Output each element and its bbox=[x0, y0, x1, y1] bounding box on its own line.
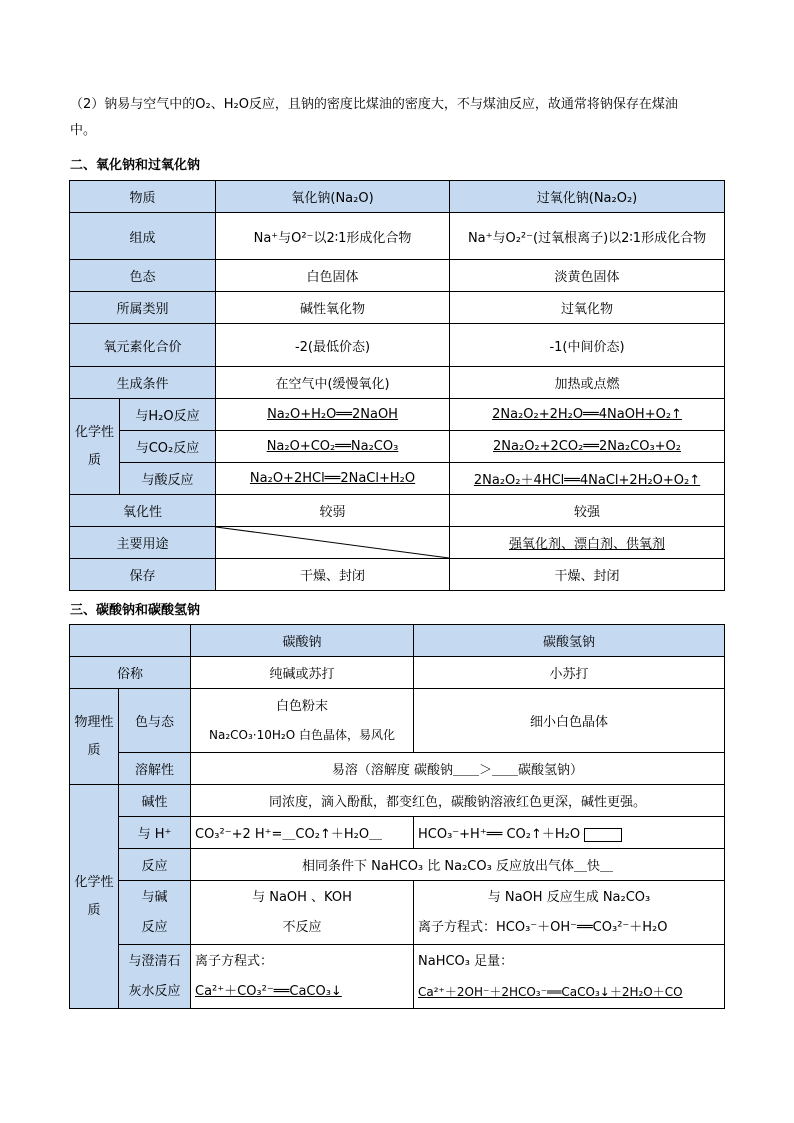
cell-nahco3: 小苏打 bbox=[414, 657, 725, 689]
table-row bbox=[70, 213, 725, 260]
color-state-line-2: Na₂CO₃·10H₂O 白色晶体，易风化 bbox=[209, 727, 395, 742]
row-label: 碱性 bbox=[119, 785, 191, 817]
row-label: 溶解性 bbox=[119, 753, 191, 785]
table-row bbox=[70, 945, 725, 1009]
group-label-physical: 物理性质 bbox=[70, 689, 119, 785]
cell-na2o2: 强氧化剂、漂白剂、供氧剂 bbox=[450, 527, 725, 559]
cell-na2o: 白色固体 bbox=[216, 260, 450, 292]
table-row bbox=[70, 292, 725, 324]
table-row bbox=[70, 399, 725, 431]
table-row bbox=[70, 463, 725, 495]
header-substance: 物质 bbox=[70, 181, 216, 213]
row-label-line-1: 与碱 bbox=[141, 889, 168, 905]
cell-na2co3: 纯碱或苏打 bbox=[191, 657, 414, 689]
cell-na2co3 bbox=[191, 881, 414, 945]
table-row bbox=[70, 527, 725, 559]
table-row bbox=[70, 260, 725, 292]
header-na2co3: 碳酸钠 bbox=[191, 625, 414, 657]
cell-nahco3: 细小白色晶体 bbox=[414, 689, 725, 753]
row-label: 色与态 bbox=[119, 689, 191, 753]
table-row bbox=[70, 367, 725, 399]
limewater-line-2: Ca²⁺＋CO₃²⁻══CaCO₃↓ bbox=[195, 983, 342, 999]
gas-speed-cell: 相同条件下 NaHCO₃ 比 Na₂CO₃ 反应放出气体＿快＿ bbox=[191, 849, 725, 881]
group-label-chemical: 化学性质 bbox=[70, 785, 119, 1009]
cell-na2o: 碱性氧化物 bbox=[216, 292, 450, 324]
limewater-line-1: 离子方程式： bbox=[195, 953, 274, 969]
equation-na2o2-co2: 2Na₂O₂+2CO₂══2Na₂CO₃+O₂ bbox=[450, 431, 725, 463]
row-label: 氧元素化合价 bbox=[70, 324, 216, 367]
cell-na2o: -2(最低价态) bbox=[216, 324, 450, 367]
cell-na2o: 干燥、封闭 bbox=[216, 559, 450, 591]
header-blank bbox=[70, 625, 191, 657]
header-na2o2: 过氧化钠(Na₂O₂) bbox=[450, 181, 725, 213]
section-heading-sodium-oxides: 二、氧化钠和过氧化钠 bbox=[70, 158, 201, 173]
table-row bbox=[70, 657, 725, 689]
equation-na2o-acid: Na₂O+2HCl══2NaCl+H₂O bbox=[216, 463, 450, 495]
row-label: 氧化性 bbox=[70, 495, 216, 527]
solubility-cell: 易溶（溶解度 碳酸钠＿＿＞＿＿碳酸氢钠） bbox=[191, 753, 725, 785]
cell-na2co3 bbox=[191, 945, 414, 1009]
equation-na2o2-water: 2Na₂O₂+2H₂O══4NaOH+O₂↑ bbox=[450, 399, 725, 431]
row-label: 色态 bbox=[70, 260, 216, 292]
cell-na2o2: 较强 bbox=[450, 495, 725, 527]
row-label: 生成条件 bbox=[70, 367, 216, 399]
table-header-row bbox=[70, 181, 725, 213]
base-line-1: 与 NaOH 、KOH bbox=[252, 889, 352, 905]
table-row bbox=[70, 849, 725, 881]
cell-na2o2: Na⁺与O₂²⁻(过氧根离子)以2∶1形成化合物 bbox=[450, 213, 725, 260]
header-nahco3: 碳酸氢钠 bbox=[414, 625, 725, 657]
table-row bbox=[70, 753, 725, 785]
table-row bbox=[70, 817, 725, 849]
row-label: 与CO₂反应 bbox=[120, 431, 216, 463]
row-label: 所属类别 bbox=[70, 292, 216, 324]
cell-na2co3 bbox=[191, 689, 414, 753]
base-line-2: 不反应 bbox=[282, 919, 322, 935]
cell-na2o2: 过氧化物 bbox=[450, 292, 725, 324]
row-label: 组成 bbox=[70, 213, 216, 260]
equation-na2o-co2: Na₂O+CO₂══Na₂CO₃ bbox=[216, 431, 450, 463]
carbonates-table bbox=[69, 624, 725, 1009]
base-line-1: 与 NaOH 反应生成 Na₂CO₃ bbox=[487, 889, 651, 905]
cell-nahco3 bbox=[414, 881, 725, 945]
cell-na2o: 较弱 bbox=[216, 495, 450, 527]
cell-na2o: 在空气中(缓慢氧化) bbox=[216, 367, 450, 399]
cell-na2o2: -1(中间价态) bbox=[450, 324, 725, 367]
section-heading-carbonates: 三、碳酸钠和碳酸氢钠 bbox=[70, 603, 201, 618]
row-label: 与H₂O反应 bbox=[120, 399, 216, 431]
cell-na2o: Na⁺与O²⁻以2∶1形成化合物 bbox=[216, 213, 450, 260]
diagonal-line bbox=[216, 527, 449, 558]
row-label bbox=[119, 881, 191, 945]
table-header-row bbox=[70, 625, 725, 657]
row-label: 与酸反应 bbox=[120, 463, 216, 495]
table-row bbox=[70, 785, 725, 817]
group-label-chemical: 化学性质 bbox=[70, 399, 120, 495]
cell-nahco3 bbox=[414, 945, 725, 1009]
intro-line-1: （2）钠易与空气中的O₂、H₂O反应，且钠的密度比煤油的密度大，不与煤油反应，故通常将钠保存在煤油 bbox=[70, 97, 678, 112]
equation-na2o-water: Na₂O+H₂O══2NaOH bbox=[216, 399, 450, 431]
color-state-line-1: 白色粉末 bbox=[275, 698, 328, 714]
table-row bbox=[70, 431, 725, 463]
row-label: 主要用途 bbox=[70, 527, 216, 559]
equation-text: HCO₃⁻+H⁺══ CO₂↑＋H₂O bbox=[418, 827, 581, 842]
empty-diagonal-cell bbox=[216, 527, 450, 559]
row-label-line-1: 与澄清石 bbox=[128, 953, 181, 969]
table-row bbox=[70, 559, 725, 591]
equation-nahco3-acid bbox=[414, 817, 725, 849]
cell-na2o2: 干燥、封闭 bbox=[450, 559, 725, 591]
cell-na2o2: 加热或点燃 bbox=[450, 367, 725, 399]
header-na2o: 氧化钠(Na₂O) bbox=[216, 181, 450, 213]
table-row bbox=[70, 324, 725, 367]
row-label: 保存 bbox=[70, 559, 216, 591]
row-label: 与 H⁺ bbox=[119, 817, 191, 849]
table-row bbox=[70, 881, 725, 945]
row-label: 反应 bbox=[119, 849, 191, 881]
sodium-oxides-table bbox=[69, 180, 725, 591]
intro-paragraph bbox=[70, 92, 726, 144]
table-row bbox=[70, 689, 725, 753]
basicity-cell: 同浓度，滴入酚酞，都变红色，碳酸钠溶液红色更深，碱性更强。 bbox=[191, 785, 725, 817]
limewater-line-2: Ca²⁺＋2OH⁻＋2HCO₃⁻══CaCO₃↓＋2H₂O＋CO bbox=[418, 984, 683, 999]
intro-line-2: 中。 bbox=[70, 123, 97, 138]
row-label-line-2: 反应 bbox=[141, 919, 168, 935]
equation-na2co3-acid: CO₃²⁻+2 H⁺=＿CO₂↑＋H₂O＿ bbox=[191, 817, 414, 849]
row-label bbox=[119, 945, 191, 1009]
base-line-2: 离子方程式：HCO₃⁻＋OH⁻══CO₃²⁻＋H₂O bbox=[418, 919, 668, 935]
cell-na2o2: 淡黄色固体 bbox=[450, 260, 725, 292]
equation-na2o2-acid: 2Na₂O₂＋4HCl══4NaCl+2H₂O+O₂↑ bbox=[450, 463, 725, 495]
row-label: 俗称 bbox=[70, 657, 191, 689]
row-label-line-2: 灰水反应 bbox=[128, 983, 181, 999]
limewater-line-1: NaHCO₃ 足量： bbox=[418, 953, 514, 969]
answer-blank-box bbox=[584, 828, 622, 842]
table-row bbox=[70, 495, 725, 527]
